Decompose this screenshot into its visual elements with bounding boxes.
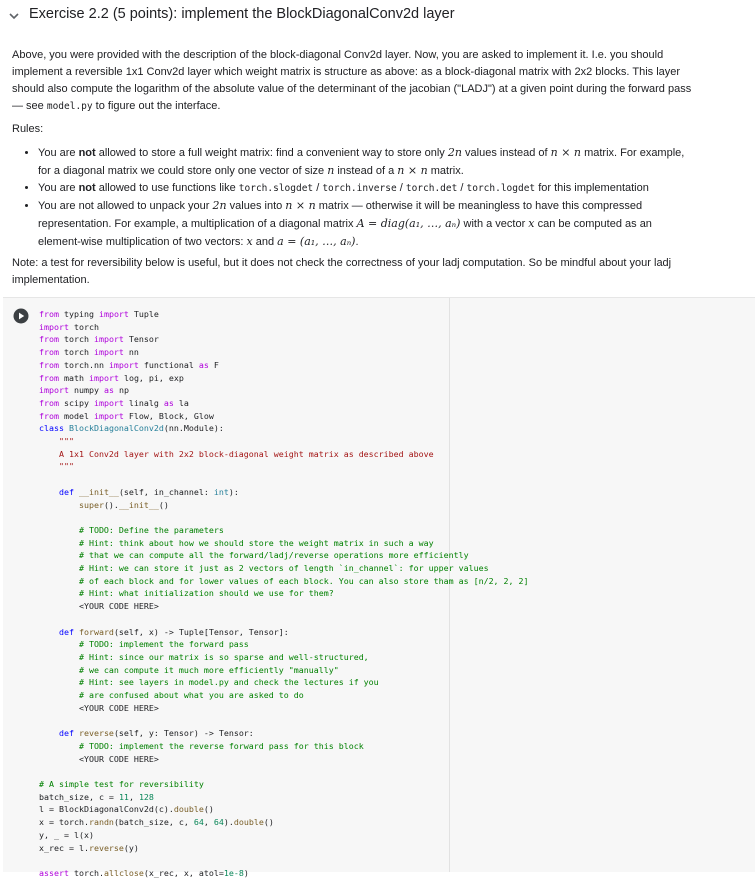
section-title: Exercise 2.2 (5 points): implement the BlockDiagonalConv2d layer	[29, 6, 455, 22]
run-cell-button[interactable]	[13, 308, 29, 324]
chevron-down-icon[interactable]	[7, 9, 21, 23]
markdown-cell[interactable]	[12, 47, 692, 289]
intro-paragraph: Above, you were provided with the description of the block-diagonal Conv2d layer. Now, you are asked to implement it. I.e. you should implement a reversible 1x1 Conv2d layer which weight matrix is structure as above: as a block-diagonal matrix with 2x2 blocks. This layer should also compute the logarithm of the absolute value of the determinant of the jacobian ("LADJ") at a given point during the forward pass — see model.py to figure out the interface.	[12, 49, 692, 112]
note-paragraph: Note: a test for reversibility below is useful, but it does not check the correctness of your ladj computation. So be mindful about your ladj implementation.	[12, 257, 672, 286]
rules-list	[12, 144, 692, 251]
code-cell[interactable]	[3, 297, 755, 878]
code-editor[interactable]: from typing import Tuple import torch from torch import Tensor from torch import nn from torch.nn import functional as F from math import log, pi, exp import numpy as np from scipy import linalg as la from model import Flow, Block, Glow class BlockDiagonalConv2d(nn.Module): """ A 1x1 Conv2d layer with 2x2 block-diagonal weight matrix as described above """ def __init__(self, in_channel: int): super().__init__() # TODO: Define the parameters # Hint: think about how we should store the weight matrix in such a way # that we can compute all the forward/ladj/reverse operations more efficiently # Hint: we can store it just as 2 vectors of length `in_channel`: for upper values # of each block and for lower values of each block. You can also store tham as [n/2, 2, 2] # Hint: what initialization should we use for them? <YOUR CODE HERE> def forward(self, x) -> Tuple[Tensor, Tensor]: # TODO: implement the forward pass # Hint: since our matrix is so sparse and well-structured, # we can compute it much more efficiently "manually" # Hint: see layers in model.py and check the lectures if you # are confused about what you are asked to do <YOUR CODE HERE> def reverse(self, y: Tensor) -> Tensor: # TODO: implement the reverse forward pass for this block <YOUR CODE HERE> # A simple test for reversibility batch_size, c = 11, 128 l = BlockDiagonalConv2d(c).double() x = torch.randn(batch_size, c, 64, 64).double() y, _ = l(x) x_rec = l.reverse(y) assert torch.allclose(x_rec, x, atol=1e-8)	[39, 309, 529, 878]
rule-item: • You are not allowed to use functions like torch.slogdet / torch.inverse / torch.det / torch.logdet for this implementation	[38, 180, 692, 197]
rules-label: Rules:	[12, 123, 44, 135]
inline-code: model.py	[46, 101, 93, 112]
section-header[interactable]	[0, 0, 755, 32]
rule-item: • You are not allowed to store a full weight matrix: find a convenient way to store only 2n values instead of n × n matrix. For example, for a diagonal matrix we could store only one vector of size n instead of a n × n matrix.	[38, 144, 692, 180]
rule-item: • You are not allowed to unpack your 2n values into n × n matrix — otherwise it will be meaningless to have this compressed representation. For example, a multiplication of a diagonal matrix A = diag(a₁, …, aₙ) with a vector x can be computed as an element-wise multiplication of two vectors: x and a = (a₁, …, aₙ).	[38, 197, 692, 251]
